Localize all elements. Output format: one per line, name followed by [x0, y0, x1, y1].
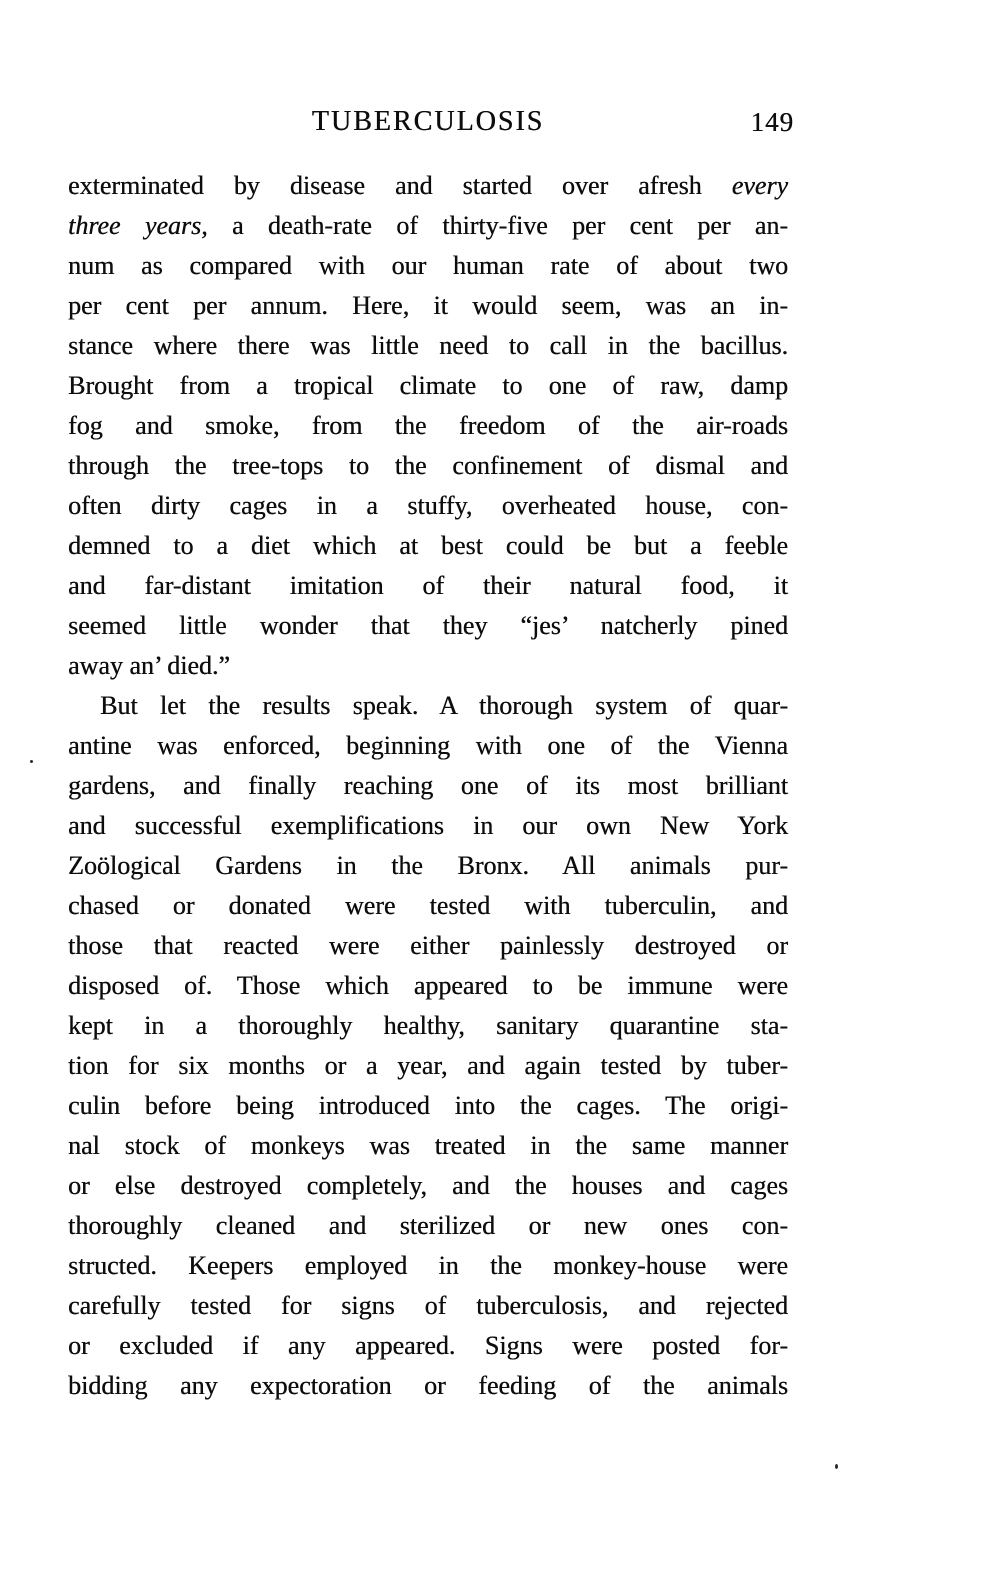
- text-line: [68, 766, 788, 806]
- text-line: [68, 1366, 788, 1406]
- body-text: seemed little wonder that they “jes’ natcherly pined: [68, 611, 788, 640]
- text-line: [68, 726, 788, 766]
- text-line: [68, 1086, 788, 1126]
- body-text: demned to a diet which at best could be but a feeble: [68, 531, 788, 560]
- body-text: Brought from a tropical climate to one of raw, damp: [68, 371, 788, 400]
- body-text: those that reacted were either painlessly destroyed or: [68, 931, 788, 960]
- body-text: antine was enforced, beginning with one of the Vienna: [68, 731, 788, 760]
- body-text: nal stock of monkeys was treated in the same manner: [68, 1131, 788, 1160]
- body-text: and successful exemplifications in our own New York: [68, 811, 788, 840]
- body-text: exterminated by disease and started over afresh: [68, 171, 732, 200]
- text-line: [68, 246, 788, 286]
- body-text: structed. Keepers employed in the monkey-house were: [68, 1251, 788, 1280]
- text-line: [68, 926, 788, 966]
- body-text: or else destroyed completely, and the houses and cages: [68, 1171, 788, 1200]
- body-text: often dirty cages in a stuffy, overheated house, con-: [68, 491, 788, 520]
- text-line: [68, 646, 788, 686]
- body-text: Zoölogical Gardens in the Bronx. All animals pur-: [68, 851, 788, 880]
- text-line: [68, 406, 788, 446]
- text-line: [68, 366, 788, 406]
- text-line: [68, 446, 788, 486]
- body-text: disposed of. Those which appeared to be immune were: [68, 971, 788, 1000]
- text-column: [68, 166, 788, 1406]
- body-text: kept in a thoroughly healthy, sanitary quarantine sta-: [68, 1011, 788, 1040]
- body-text: chased or donated were tested with tuberculin, and: [68, 891, 788, 920]
- body-text: per cent per annum. Here, it would seem, was an in-: [68, 291, 788, 320]
- text-line: [68, 486, 788, 526]
- body-text: carefully tested for signs of tuberculosis, and rejected: [68, 1291, 788, 1320]
- text-line: [68, 166, 788, 206]
- page-title: TUBERCULOSIS: [311, 106, 545, 137]
- body-text: stance where there was little need to call in the bacillus.: [68, 331, 788, 360]
- text-line: [68, 806, 788, 846]
- text-line: [68, 566, 788, 606]
- body-text: num as compared with our human rate of about two: [68, 251, 788, 280]
- body-text: tion for six months or a year, and again tested by tuber-: [68, 1051, 788, 1080]
- text-line: [68, 1166, 788, 1206]
- text-line: [68, 1246, 788, 1286]
- text-line: [68, 1046, 788, 1086]
- body-text: a death-rate of thirty-five per cent per an-: [207, 211, 788, 240]
- body-text: through the tree-tops to the confinement of dismal and: [68, 451, 788, 480]
- text-line: [68, 1006, 788, 1046]
- text-line: [68, 966, 788, 1006]
- italic-text: three years,: [68, 211, 208, 240]
- text-line: [68, 1286, 788, 1326]
- text-line: [68, 326, 788, 366]
- body-text: thoroughly cleaned and sterilized or new ones con-: [68, 1211, 788, 1240]
- text-line: [68, 1326, 788, 1366]
- body-text: culin before being introduced into the cages. The origi-: [68, 1091, 788, 1120]
- text-line: [68, 1126, 788, 1166]
- text-line: [68, 606, 788, 646]
- scan-speck: [835, 1464, 838, 1469]
- text-line: [68, 206, 788, 246]
- text-line: [68, 526, 788, 566]
- page-header: [68, 106, 794, 142]
- body-text: and far-distant imitation of their natural food, it: [68, 571, 788, 600]
- text-line: [68, 1206, 788, 1246]
- body-text: or excluded if any appeared. Signs were posted for-: [68, 1331, 788, 1360]
- text-line: [68, 286, 788, 326]
- page-number: 149: [750, 107, 794, 137]
- body-text: bidding any expectoration or feeding of the animals: [68, 1371, 788, 1400]
- text-line: [68, 886, 788, 926]
- body-text: away an’ died.”: [68, 651, 230, 680]
- body-text: fog and smoke, from the freedom of the air-roads: [68, 411, 788, 440]
- text-line: [68, 686, 788, 726]
- body-text: gardens, and finally reaching one of its most brilliant: [68, 771, 788, 800]
- italic-text: every: [731, 171, 788, 200]
- body-text: But let the results speak. A thorough system of quar-: [100, 691, 788, 720]
- text-line: [68, 846, 788, 886]
- scan-speck: [30, 760, 33, 763]
